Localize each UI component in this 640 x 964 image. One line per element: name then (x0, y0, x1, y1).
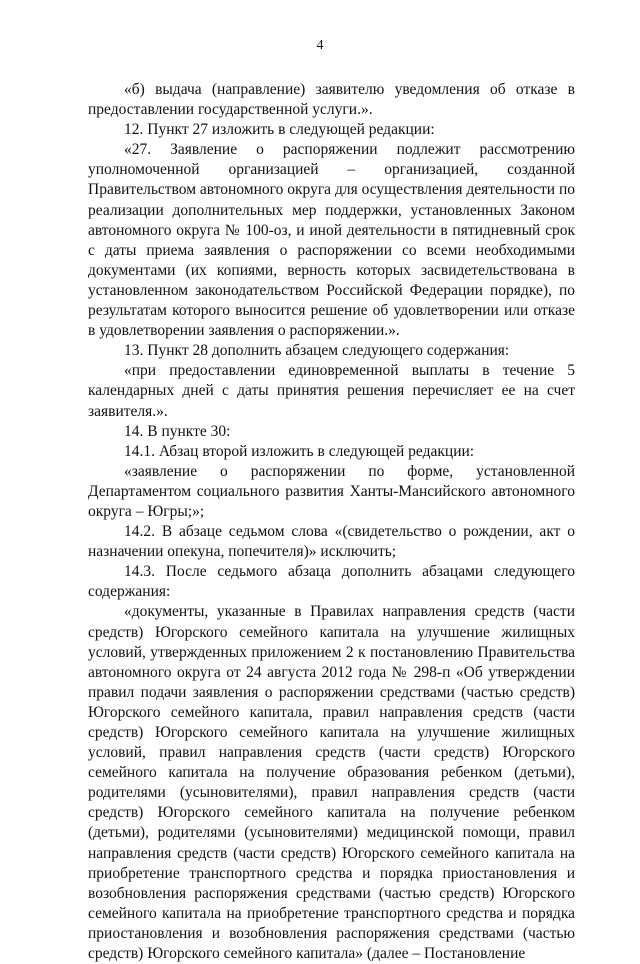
paragraph-item-14-2: 14.2. В абзаце седьмом слова «(свидетельство о рождении, акт о назначении опекуна, попечителя)» исключить; (88, 523, 575, 561)
paragraph-item-14-3: 14.3. После седьмого абзаца дополнить абзацами следующего содержания: (88, 563, 575, 601)
paragraph-item-27-text: «27. Заявление о распоряжении подлежит рассмотрению уполномоченной организацией – организацией, созданной Правительством автономного округа для осуществления деятельности по реализации дополнительных мер поддержки, установленных Законом автономного округа № 100-оз, и иной деятельности в пятидневный срок с даты приема заявления о распоряжении со всеми необходимыми документами (их копиями, верность которых засвидетельствована в установленном законодательством Российской Федерации порядке), по результатам которого выносится решение об удовлетворении или отказе в удовлетворении заявления о распоряжении.». (88, 141, 575, 340)
paragraph-single-payment: «при предоставлении единовременной выплаты в течение 5 календарных дней с даты принятия решения перечисляет ее на счет заявителя.». (88, 362, 575, 420)
paragraph-application-form: «заявление о распоряжении по форме, установленной Департаментом социального развития Ханты-Мансийского автономного округа – Югры;»; (88, 462, 575, 520)
paragraph-item-12: 12. Пункт 27 изложить в следующей редакции: (124, 121, 435, 139)
paragraph-b-notification: «б) выдача (направление) заявителю уведомления об отказе в предоставлении государственной услуги.». (88, 81, 575, 119)
paragraph-item-13: 13. Пункт 28 дополнить абзацем следующего содержания: (124, 342, 510, 360)
paragraph-documents-list: «документы, указанные в Правилах направления средств (части средств) Югорского семейного капитала на улучшение жилищных условий, утвержденных приложением 2 к постановлению Правительства автономного округа от 24 августа 2012 года № 298-п «Об утверждении правил подачи заявления о распоряжении средствами (частью средств) Югорского семейного капитала, правил направления средств (части средств) Югорского семейного капитала на улучшение жилищных условий, правил направления средств (части средств) Югорского семейного капитала на получение образования ребенком (детьми), родителями (усыновителями), правил направления средств (части средств) Югорского семейного капитала на получение ребенком (детьми), родителями (усыновителями) медицинской помощи, правил направления средств (части средств) Югорского семейного капитала на приобретение транспортного средства и порядка приостановления и возобновления распоряжения средствами (частью средств) Югорского семейного капитала на приобретение транспортного средства и порядка приостановления и возобновления распоряжения средствами (частью средств) Югорского семейного капитала» (далее – Постановление (88, 603, 575, 963)
paragraph-item-14-1: 14.1. Абзац второй изложить в следующей редакции: (124, 442, 475, 460)
paragraph-item-14: 14. В пункте 30: (124, 422, 231, 440)
document-body (88, 80, 575, 964)
page-number: 4 (316, 38, 324, 53)
